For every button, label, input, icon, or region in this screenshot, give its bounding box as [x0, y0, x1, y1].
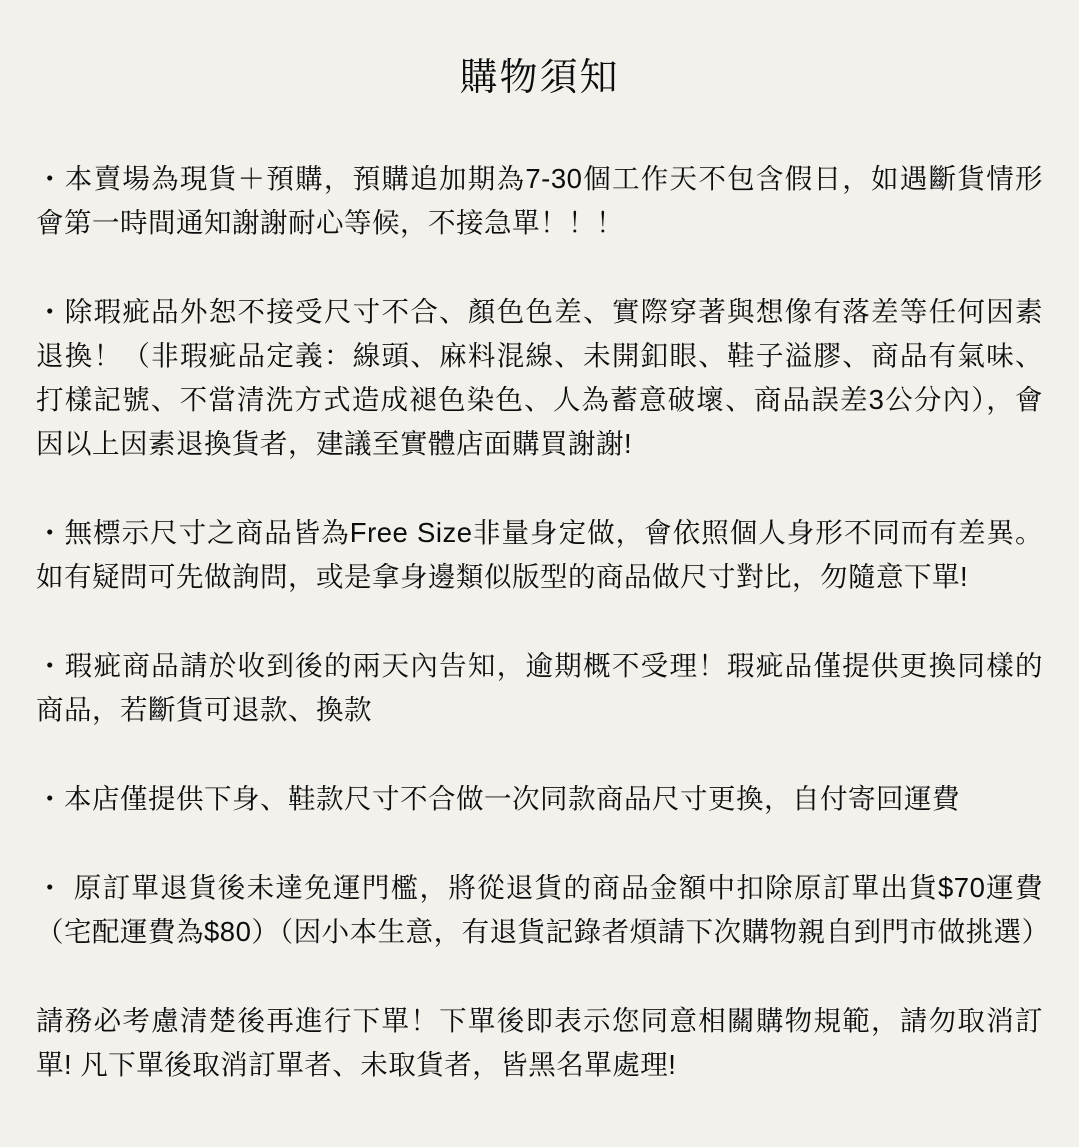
notice-paragraph-shipping-fee-deduction: ・ 原訂單退貨後未達免運門檻，將從退貨的商品金額中扣除原訂單出貨$70運費（宅配運費為$80）（因小本生意，有退貨記錄者煩請下次購物親自到門市做挑選） — [36, 872, 1050, 947]
notice-paragraph-preorder-policy: ・本賣場為現貨＋預購，預購追加期為7-30個工作天不包含假日，如遇斷貨情形會第一時間通知謝謝耐心等候，不接急單！！！ — [36, 163, 1043, 238]
notice-paragraph-defect-report: ・瑕疵商品請於收到後的兩天內告知，逾期概不受理！瑕疵品僅提供更換同樣的商品，若斷貨可退款、換款 — [36, 650, 1043, 725]
notice-paragraph-free-size: ・無標示尺寸之商品皆為Free Size非量身定做，會依照個人身形不同而有差異。如有疑問可先做詢問，或是拿身邊類似版型的商品做尺寸對比，勿隨意下單! — [36, 517, 1043, 592]
notice-paragraph-final-warning: 請務必考慮清楚後再進行下單！下單後即表示您同意相關購物規範，請勿取消訂單! 凡下單後取消訂單者、未取貨者，皆黑名單處理! — [36, 1005, 1043, 1080]
page-title: 購物須知 — [459, 57, 620, 99]
notice-paragraph-size-exchange: ・本店僅提供下身、鞋款尺寸不合做一次同款商品尺寸更換，自付寄回運費 — [36, 783, 960, 814]
notice-paragraph-return-exclusions: ・除瑕疵品外恕不接受尺寸不合、顏色色差、實際穿著與想像有落差等任何因素退換！（非瑕疵品定義：線頭、麻料混線、未開釦眼、鞋子溢膠、商品有氣味、打樣記號、不當清洗方式造成褪色染色、人為蓄意破壞、商品誤差3公分內），會因以上因素退換貨者，建議至實體店面購買謝謝! — [36, 296, 1043, 459]
